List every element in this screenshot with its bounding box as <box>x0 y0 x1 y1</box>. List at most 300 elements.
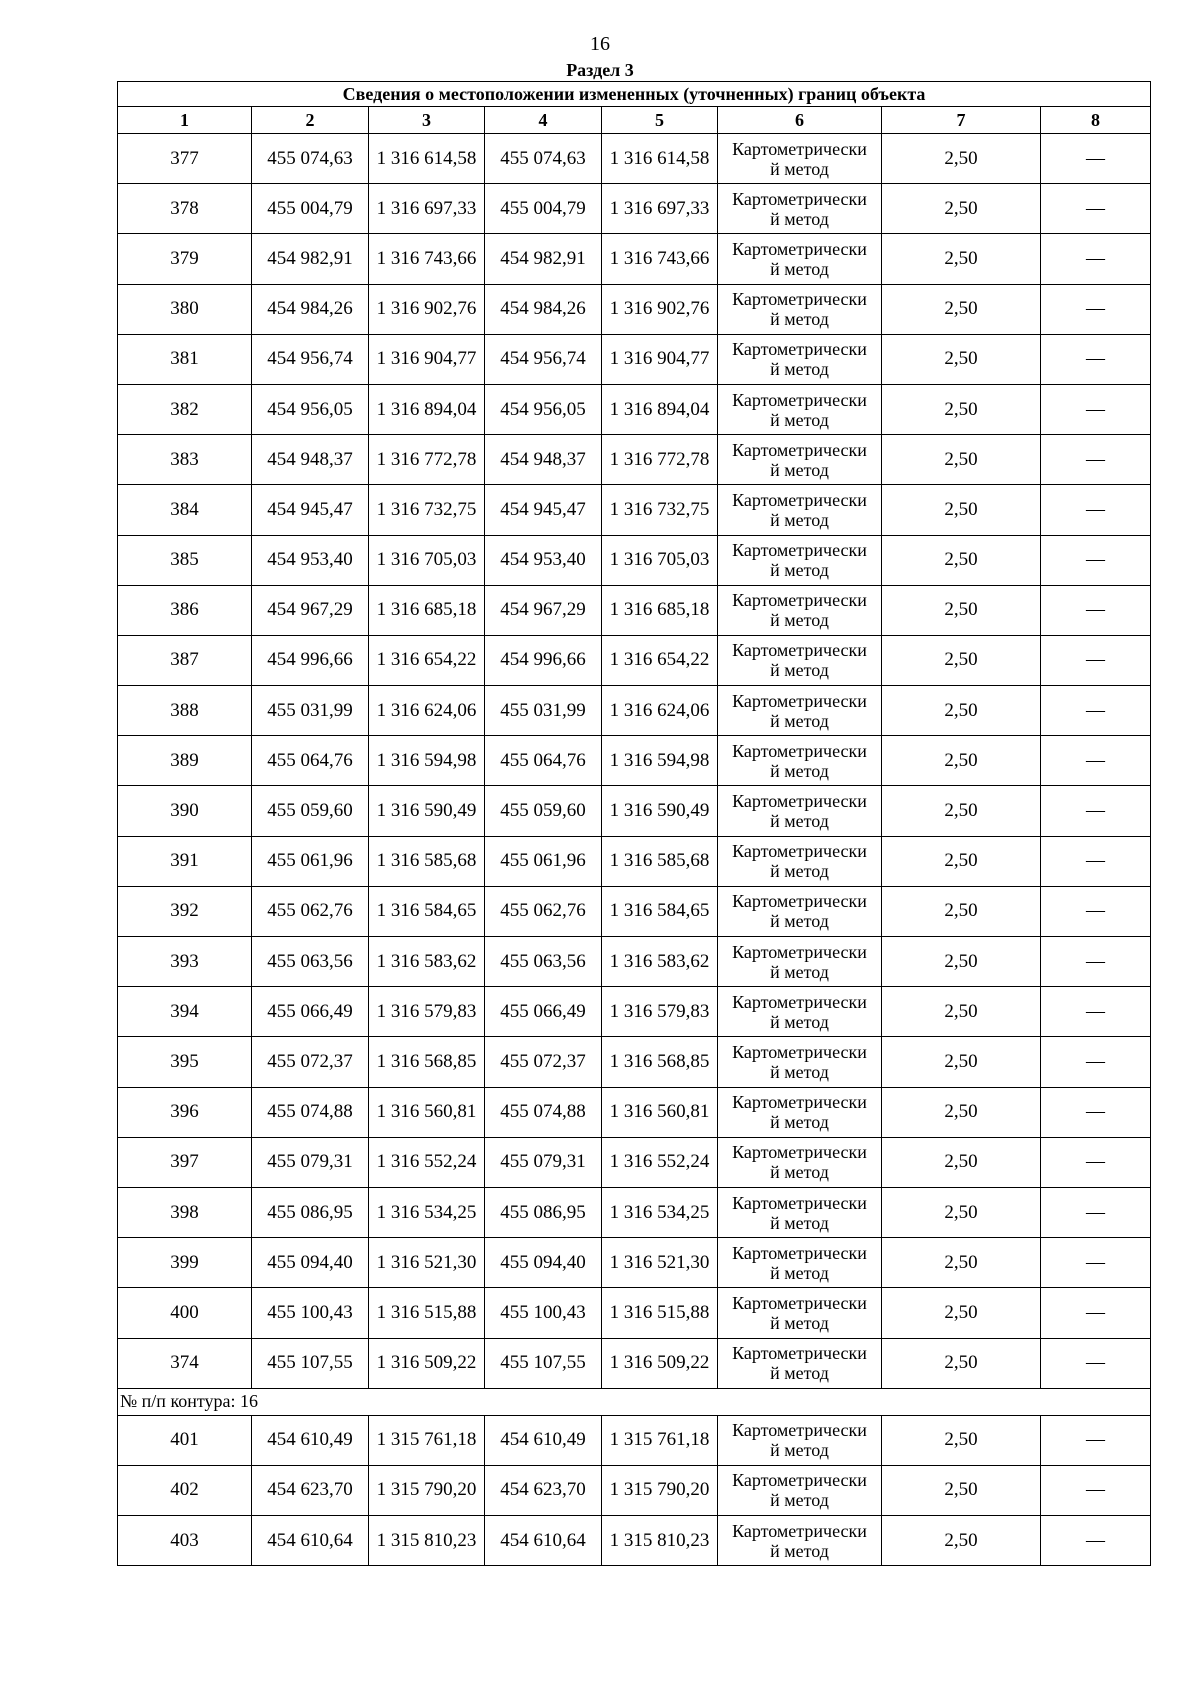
table-row <box>118 334 1151 384</box>
cell-col-2: 454 948,37 <box>252 435 369 485</box>
method-cell <box>718 1037 882 1087</box>
dash-cell: — <box>1041 435 1151 485</box>
table-row <box>118 1037 1151 1087</box>
cell-col-2: 455 064,76 <box>252 736 369 786</box>
dash-cell: — <box>1041 1288 1151 1338</box>
accuracy-cell: 2,50 <box>882 234 1041 284</box>
accuracy-cell: 2,50 <box>882 384 1041 434</box>
method-line-2: й метод <box>770 660 829 681</box>
method-cell <box>718 1087 882 1137</box>
table-row <box>118 686 1151 736</box>
accuracy-cell: 2,50 <box>882 987 1041 1037</box>
accuracy-cell: 2,50 <box>882 736 1041 786</box>
cell-col-3: 1 316 560,81 <box>369 1087 485 1137</box>
method-line-1: Картометрически <box>732 941 867 962</box>
accuracy-cell: 2,50 <box>882 1238 1041 1288</box>
method-line-1: Картометрически <box>732 439 867 460</box>
cell-col-5: 1 316 614,58 <box>602 134 718 184</box>
method-line-2: й метод <box>770 861 829 882</box>
cell-col-4: 455 062,76 <box>485 886 602 936</box>
cell-col-5: 1 316 772,78 <box>602 435 718 485</box>
method-line-1: Картометрически <box>732 289 867 310</box>
cell-col-3: 1 316 509,22 <box>369 1338 485 1388</box>
cell-col-3: 1 316 732,75 <box>369 485 485 535</box>
cell-col-4: 455 074,88 <box>485 1087 602 1137</box>
accuracy-cell: 2,50 <box>882 334 1041 384</box>
cell-col-4: 455 063,56 <box>485 937 602 987</box>
column-number-5: 5 <box>602 107 718 134</box>
dash-cell: — <box>1041 184 1151 234</box>
method-cell <box>718 485 882 535</box>
cell-col-5: 1 316 552,24 <box>602 1137 718 1187</box>
cell-col-1: 378 <box>118 184 252 234</box>
table-row <box>118 1415 1151 1465</box>
method-line-2: й метод <box>770 258 829 279</box>
dash-cell: — <box>1041 585 1151 635</box>
accuracy-cell: 2,50 <box>882 1516 1041 1566</box>
method-line-1: Картометрически <box>732 238 867 259</box>
table-row <box>118 1238 1151 1288</box>
method-line-1: Картометрически <box>732 1092 867 1113</box>
method-line-2: й метод <box>770 409 829 430</box>
cell-col-3: 1 316 894,04 <box>369 384 485 434</box>
method-cell <box>718 184 882 234</box>
table-row <box>118 886 1151 936</box>
cell-col-4: 454 982,91 <box>485 234 602 284</box>
method-line-2: й метод <box>770 1312 829 1333</box>
table-row <box>118 836 1151 886</box>
dash-cell: — <box>1041 937 1151 987</box>
cell-col-3: 1 316 568,85 <box>369 1037 485 1087</box>
cell-col-1: 379 <box>118 234 252 284</box>
method-line-1: Картометрически <box>732 339 867 360</box>
table-row <box>118 786 1151 836</box>
method-line-2: й метод <box>770 1061 829 1082</box>
dash-cell: — <box>1041 1516 1151 1566</box>
cell-col-5: 1 316 534,25 <box>602 1187 718 1237</box>
method-line-2: й метод <box>770 1490 829 1511</box>
accuracy-cell: 2,50 <box>882 435 1041 485</box>
dash-cell: — <box>1041 1137 1151 1187</box>
cell-col-4: 454 956,05 <box>485 384 602 434</box>
accuracy-cell: 2,50 <box>882 535 1041 585</box>
method-cell <box>718 635 882 685</box>
cell-col-2: 455 094,40 <box>252 1238 369 1288</box>
cell-col-2: 455 062,76 <box>252 886 369 936</box>
cell-col-3: 1 315 790,20 <box>369 1465 485 1515</box>
method-line-1: Картометрически <box>732 1343 867 1364</box>
method-line-1: Картометрически <box>732 891 867 912</box>
cell-col-4: 455 064,76 <box>485 736 602 786</box>
accuracy-cell: 2,50 <box>882 1037 1041 1087</box>
cell-col-1: 382 <box>118 384 252 434</box>
cell-col-5: 1 316 584,65 <box>602 886 718 936</box>
cell-col-1: 374 <box>118 1338 252 1388</box>
cell-col-2: 455 059,60 <box>252 786 369 836</box>
method-line-1: Картометрически <box>732 791 867 812</box>
method-line-2: й метод <box>770 961 829 982</box>
cell-col-3: 1 316 743,66 <box>369 234 485 284</box>
column-number-6: 6 <box>718 107 882 134</box>
method-line-1: Картометрически <box>732 640 867 661</box>
method-line-1: Картометрически <box>732 188 867 209</box>
table-row <box>118 184 1151 234</box>
method-line-2: й метод <box>770 1540 829 1561</box>
cell-col-5: 1 315 790,20 <box>602 1465 718 1515</box>
table-row <box>118 585 1151 635</box>
dash-cell: — <box>1041 1037 1151 1087</box>
contour-label: № п/п контура: 16 <box>118 1388 1151 1415</box>
cell-col-3: 1 316 624,06 <box>369 686 485 736</box>
table-row <box>118 1516 1151 1566</box>
dash-cell: — <box>1041 987 1151 1037</box>
method-cell <box>718 1288 882 1338</box>
cell-col-3: 1 316 534,25 <box>369 1187 485 1237</box>
table-body <box>118 82 1151 1566</box>
method-cell <box>718 134 882 184</box>
table-row <box>118 1137 1151 1187</box>
method-cell <box>718 1187 882 1237</box>
cell-col-5: 1 316 624,06 <box>602 686 718 736</box>
cell-col-3: 1 316 697,33 <box>369 184 485 234</box>
method-line-2: й метод <box>770 610 829 631</box>
cell-col-1: 399 <box>118 1238 252 1288</box>
boundary-coordinates-table <box>117 81 1151 1566</box>
method-line-2: й метод <box>770 509 829 530</box>
method-cell <box>718 686 882 736</box>
method-cell <box>718 1338 882 1388</box>
method-line-2: й метод <box>770 309 829 330</box>
method-cell <box>718 1238 882 1288</box>
cell-col-1: 381 <box>118 334 252 384</box>
cell-col-2: 454 953,40 <box>252 535 369 585</box>
cell-col-3: 1 316 583,62 <box>369 937 485 987</box>
cell-col-3: 1 316 590,49 <box>369 786 485 836</box>
cell-col-1: 397 <box>118 1137 252 1187</box>
cell-col-1: 388 <box>118 686 252 736</box>
table-row <box>118 1338 1151 1388</box>
cell-col-3: 1 316 614,58 <box>369 134 485 184</box>
method-line-1: Картометрически <box>732 489 867 510</box>
accuracy-cell: 2,50 <box>882 284 1041 334</box>
cell-col-2: 454 956,05 <box>252 384 369 434</box>
cell-col-1: 384 <box>118 485 252 535</box>
cell-col-4: 454 610,64 <box>485 1516 602 1566</box>
cell-col-1: 401 <box>118 1415 252 1465</box>
cell-col-3: 1 316 902,76 <box>369 284 485 334</box>
cell-col-5: 1 315 810,23 <box>602 1516 718 1566</box>
cell-col-5: 1 316 894,04 <box>602 384 718 434</box>
cell-col-3: 1 316 515,88 <box>369 1288 485 1338</box>
cell-col-5: 1 316 743,66 <box>602 234 718 284</box>
method-line-1: Картометрически <box>732 389 867 410</box>
method-cell <box>718 836 882 886</box>
accuracy-cell: 2,50 <box>882 1187 1041 1237</box>
dash-cell: — <box>1041 886 1151 936</box>
method-line-2: й метод <box>770 158 829 179</box>
table-row <box>118 134 1151 184</box>
accuracy-cell: 2,50 <box>882 786 1041 836</box>
cell-col-3: 1 316 579,83 <box>369 987 485 1037</box>
cell-col-3: 1 316 904,77 <box>369 334 485 384</box>
accuracy-cell: 2,50 <box>882 1465 1041 1515</box>
method-line-2: й метод <box>770 1011 829 1032</box>
cell-col-2: 455 074,88 <box>252 1087 369 1137</box>
cell-col-2: 455 107,55 <box>252 1338 369 1388</box>
accuracy-cell: 2,50 <box>882 886 1041 936</box>
dash-cell: — <box>1041 384 1151 434</box>
method-line-1: Картометрически <box>732 841 867 862</box>
dash-cell: — <box>1041 134 1151 184</box>
dash-cell: — <box>1041 535 1151 585</box>
cell-col-3: 1 316 772,78 <box>369 435 485 485</box>
cell-col-1: 400 <box>118 1288 252 1338</box>
accuracy-cell: 2,50 <box>882 1087 1041 1137</box>
dash-cell: — <box>1041 836 1151 886</box>
cell-col-3: 1 316 685,18 <box>369 585 485 635</box>
dash-cell: — <box>1041 635 1151 685</box>
method-cell <box>718 535 882 585</box>
cell-col-2: 454 945,47 <box>252 485 369 535</box>
cell-col-5: 1 316 732,75 <box>602 485 718 535</box>
cell-col-2: 455 063,56 <box>252 937 369 987</box>
dash-cell: — <box>1041 1238 1151 1288</box>
cell-col-1: 396 <box>118 1087 252 1137</box>
cell-col-2: 455 074,63 <box>252 134 369 184</box>
dash-cell: — <box>1041 1087 1151 1137</box>
cell-col-4: 454 945,47 <box>485 485 602 535</box>
accuracy-cell: 2,50 <box>882 1137 1041 1187</box>
dash-cell: — <box>1041 284 1151 334</box>
section-title: Раздел 3 <box>566 60 634 80</box>
cell-col-5: 1 316 583,62 <box>602 937 718 987</box>
column-number-3: 3 <box>369 107 485 134</box>
dash-cell: — <box>1041 485 1151 535</box>
accuracy-cell: 2,50 <box>882 1415 1041 1465</box>
method-cell <box>718 1465 882 1515</box>
cell-col-2: 454 610,64 <box>252 1516 369 1566</box>
column-number-1: 1 <box>118 107 252 134</box>
method-line-1: Картометрически <box>732 1192 867 1213</box>
method-line-2: й метод <box>770 911 829 932</box>
accuracy-cell: 2,50 <box>882 635 1041 685</box>
cell-col-5: 1 316 568,85 <box>602 1037 718 1087</box>
method-line-2: й метод <box>770 459 829 480</box>
dash-cell: — <box>1041 1465 1151 1515</box>
table-row <box>118 1087 1151 1137</box>
column-number-8: 8 <box>1041 107 1151 134</box>
cell-col-3: 1 316 521,30 <box>369 1238 485 1288</box>
cell-col-3: 1 316 584,65 <box>369 886 485 936</box>
accuracy-cell: 2,50 <box>882 184 1041 234</box>
cell-col-1: 395 <box>118 1037 252 1087</box>
cell-col-2: 454 984,26 <box>252 284 369 334</box>
contour-row <box>118 1388 1151 1415</box>
table-caption-row <box>118 82 1151 107</box>
method-line-1: Картометрически <box>732 1420 867 1441</box>
cell-col-4: 454 623,70 <box>485 1465 602 1515</box>
accuracy-cell: 2,50 <box>882 485 1041 535</box>
method-line-1: Картометрически <box>732 590 867 611</box>
method-line-2: й метод <box>770 1112 829 1133</box>
cell-col-5: 1 316 521,30 <box>602 1238 718 1288</box>
cell-col-2: 455 100,43 <box>252 1288 369 1338</box>
method-line-1: Картометрически <box>732 1142 867 1163</box>
cell-col-4: 455 079,31 <box>485 1137 602 1187</box>
cell-col-1: 377 <box>118 134 252 184</box>
method-cell <box>718 937 882 987</box>
cell-col-5: 1 316 594,98 <box>602 736 718 786</box>
cell-col-1: 392 <box>118 886 252 936</box>
method-cell <box>718 334 882 384</box>
method-line-1: Картометрически <box>732 690 867 711</box>
cell-col-2: 454 996,66 <box>252 635 369 685</box>
cell-col-4: 455 072,37 <box>485 1037 602 1087</box>
column-number-2: 2 <box>252 107 369 134</box>
dash-cell: — <box>1041 234 1151 284</box>
table-row <box>118 535 1151 585</box>
cell-col-1: 385 <box>118 535 252 585</box>
method-cell <box>718 786 882 836</box>
cell-col-2: 455 086,95 <box>252 1187 369 1237</box>
cell-col-3: 1 316 705,03 <box>369 535 485 585</box>
cell-col-4: 455 059,60 <box>485 786 602 836</box>
cell-col-5: 1 316 579,83 <box>602 987 718 1037</box>
cell-col-2: 455 004,79 <box>252 184 369 234</box>
cell-col-3: 1 316 594,98 <box>369 736 485 786</box>
cell-col-5: 1 315 761,18 <box>602 1415 718 1465</box>
cell-col-3: 1 316 654,22 <box>369 635 485 685</box>
cell-col-5: 1 316 515,88 <box>602 1288 718 1338</box>
method-line-2: й метод <box>770 1440 829 1461</box>
cell-col-3: 1 315 810,23 <box>369 1516 485 1566</box>
cell-col-4: 455 094,40 <box>485 1238 602 1288</box>
cell-col-2: 454 623,70 <box>252 1465 369 1515</box>
cell-col-1: 393 <box>118 937 252 987</box>
method-cell <box>718 1137 882 1187</box>
table-row <box>118 485 1151 535</box>
cell-col-1: 386 <box>118 585 252 635</box>
dash-cell: — <box>1041 1338 1151 1388</box>
method-line-2: й метод <box>770 1162 829 1183</box>
method-line-1: Картометрически <box>732 1292 867 1313</box>
cell-col-5: 1 316 590,49 <box>602 786 718 836</box>
cell-col-4: 454 996,66 <box>485 635 602 685</box>
cell-col-2: 455 079,31 <box>252 1137 369 1187</box>
dash-cell: — <box>1041 786 1151 836</box>
cell-col-4: 455 100,43 <box>485 1288 602 1338</box>
cell-col-3: 1 315 761,18 <box>369 1415 485 1465</box>
method-line-2: й метод <box>770 760 829 781</box>
table-row <box>118 284 1151 334</box>
dash-cell: — <box>1041 736 1151 786</box>
method-line-1: Картометрически <box>732 540 867 561</box>
cell-col-1: 403 <box>118 1516 252 1566</box>
method-cell <box>718 234 882 284</box>
cell-col-5: 1 316 585,68 <box>602 836 718 886</box>
method-line-1: Картометрически <box>732 991 867 1012</box>
method-line-1: Картометрически <box>732 1041 867 1062</box>
table-row <box>118 987 1151 1037</box>
method-cell <box>718 585 882 635</box>
table-caption: Сведения о местоположении измененных (уточненных) границ объекта <box>118 82 1151 107</box>
cell-col-1: 383 <box>118 435 252 485</box>
cell-col-4: 455 061,96 <box>485 836 602 886</box>
accuracy-cell: 2,50 <box>882 134 1041 184</box>
table-row <box>118 937 1151 987</box>
cell-col-5: 1 316 685,18 <box>602 585 718 635</box>
cell-col-5: 1 316 904,77 <box>602 334 718 384</box>
method-cell <box>718 384 882 434</box>
cell-col-4: 454 948,37 <box>485 435 602 485</box>
cell-col-5: 1 316 705,03 <box>602 535 718 585</box>
method-cell <box>718 736 882 786</box>
accuracy-cell: 2,50 <box>882 836 1041 886</box>
cell-col-4: 454 956,74 <box>485 334 602 384</box>
accuracy-cell: 2,50 <box>882 585 1041 635</box>
cell-col-5: 1 316 902,76 <box>602 284 718 334</box>
table-row <box>118 736 1151 786</box>
cell-col-2: 454 982,91 <box>252 234 369 284</box>
method-cell <box>718 886 882 936</box>
column-number-4: 4 <box>485 107 602 134</box>
accuracy-cell: 2,50 <box>882 1338 1041 1388</box>
method-line-2: й метод <box>770 1262 829 1283</box>
cell-col-1: 402 <box>118 1465 252 1515</box>
table-row <box>118 384 1151 434</box>
cell-col-2: 454 610,49 <box>252 1415 369 1465</box>
cell-col-4: 454 953,40 <box>485 535 602 585</box>
table-row <box>118 1465 1151 1515</box>
method-cell <box>718 1415 882 1465</box>
cell-col-1: 391 <box>118 836 252 886</box>
cell-col-5: 1 316 560,81 <box>602 1087 718 1137</box>
cell-col-1: 394 <box>118 987 252 1037</box>
column-number-row <box>118 107 1151 134</box>
cell-col-4: 455 066,49 <box>485 987 602 1037</box>
cell-col-2: 454 967,29 <box>252 585 369 635</box>
table-row <box>118 234 1151 284</box>
cell-col-1: 398 <box>118 1187 252 1237</box>
cell-col-2: 455 072,37 <box>252 1037 369 1087</box>
cell-col-4: 455 107,55 <box>485 1338 602 1388</box>
page-number: 16 <box>590 33 610 55</box>
table-row <box>118 1288 1151 1338</box>
cell-col-2: 454 956,74 <box>252 334 369 384</box>
cell-col-4: 455 074,63 <box>485 134 602 184</box>
cell-col-3: 1 316 552,24 <box>369 1137 485 1187</box>
cell-col-4: 454 967,29 <box>485 585 602 635</box>
method-line-2: й метод <box>770 560 829 581</box>
cell-col-4: 454 984,26 <box>485 284 602 334</box>
dash-cell: — <box>1041 686 1151 736</box>
cell-col-4: 454 610,49 <box>485 1415 602 1465</box>
method-line-1: Картометрически <box>732 740 867 761</box>
cell-col-1: 380 <box>118 284 252 334</box>
method-line-2: й метод <box>770 1363 829 1384</box>
cell-col-1: 390 <box>118 786 252 836</box>
accuracy-cell: 2,50 <box>882 1288 1041 1338</box>
accuracy-cell: 2,50 <box>882 686 1041 736</box>
cell-col-2: 455 061,96 <box>252 836 369 886</box>
column-number-7: 7 <box>882 107 1041 134</box>
table-row <box>118 635 1151 685</box>
cell-col-1: 389 <box>118 736 252 786</box>
method-line-1: Картометрически <box>732 1470 867 1491</box>
table-row <box>118 1187 1151 1237</box>
cell-col-2: 455 031,99 <box>252 686 369 736</box>
cell-col-2: 455 066,49 <box>252 987 369 1037</box>
